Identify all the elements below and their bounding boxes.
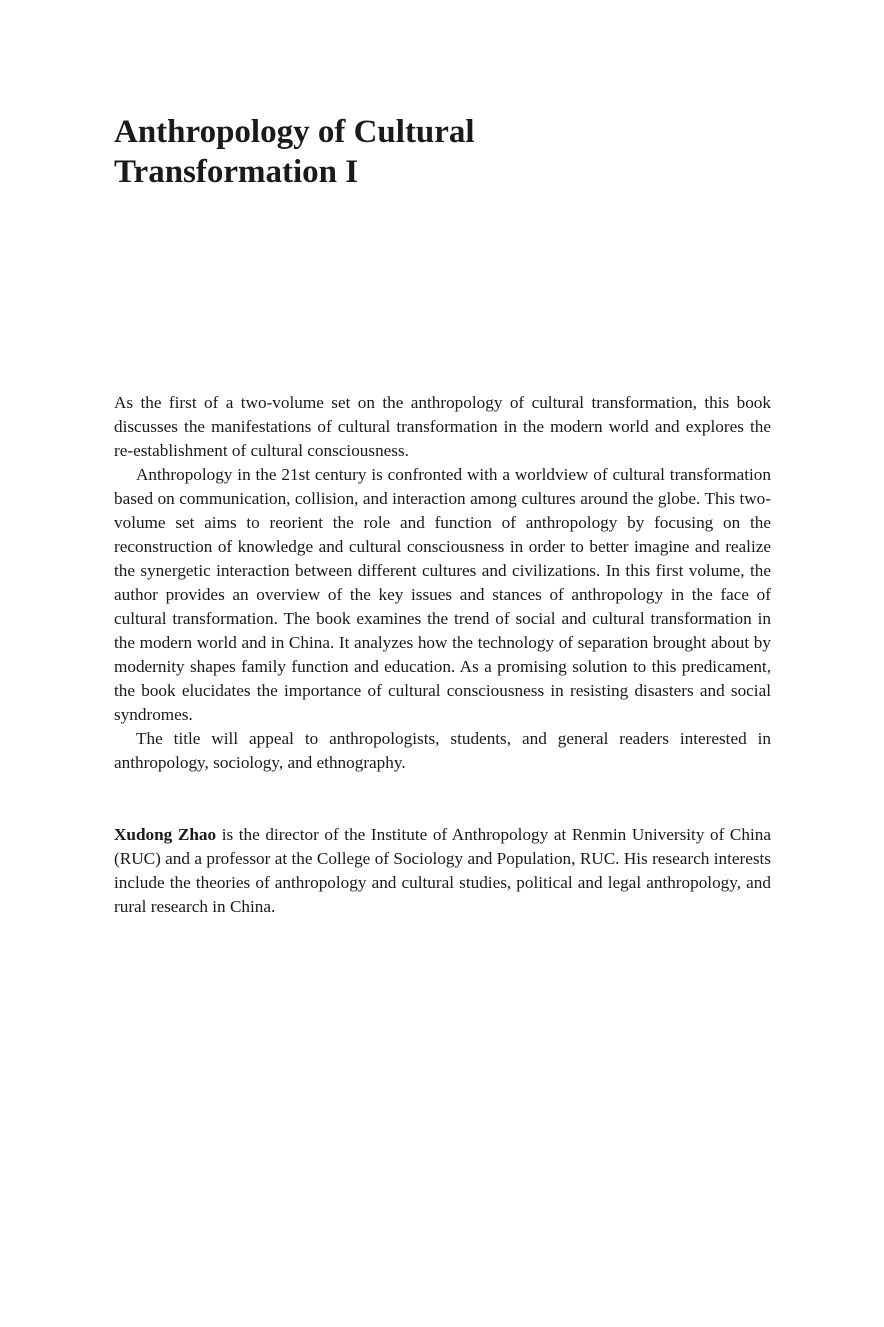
- author-name: Xudong Zhao: [114, 825, 217, 844]
- author-bio-text: is the director of the Institute of Anthropology at Renmin University of China (RUC) and a professor at the College of Sociology and Population, RUC. His research interests include the theories of anthropology and cultural studies, political and legal anthropology, and rural research in China.: [114, 825, 771, 916]
- book-title-line-2: Transformation I: [114, 154, 359, 190]
- description-paragraph-1: As the first of a two-volume set on the anthropology of cultural transformation, this book discusses the manifestations of cultural transformation in the modern world and explores the re-establishment of cultural consciousness.: [114, 393, 771, 460]
- book-description: [114, 391, 771, 775]
- description-paragraph-2: Anthropology in the 21st century is confronted with a worldview of cultural transformation based on communication, collision, and interaction among cultures around the globe. This two-volume set aims to reorient the role and function of anthropology by focusing on the reconstruction of knowledge and cultural consciousness in order to better imagine and realize the synergetic interaction between different cultures and civilizations. In this first volume, the author provides an overview of the key issues and stances of anthropology in the face of cultural transformation. The book examines the trend of social and cultural transformation in the modern world and in China. It analyzes how the technology of separation brought about by modernity shapes family function and education. As a promising solution to this predicament, the book elucidates the importance of cultural consciousness in resisting disasters and social syndromes.: [114, 465, 771, 724]
- author-bio: [114, 823, 771, 919]
- book-title-line-1: Anthropology of Cultural: [114, 114, 475, 150]
- description-paragraph-3: The title will appeal to anthropologists, students, and general readers interested in anthropology, sociology, and ethnography.: [114, 729, 771, 772]
- book-title: [114, 112, 774, 192]
